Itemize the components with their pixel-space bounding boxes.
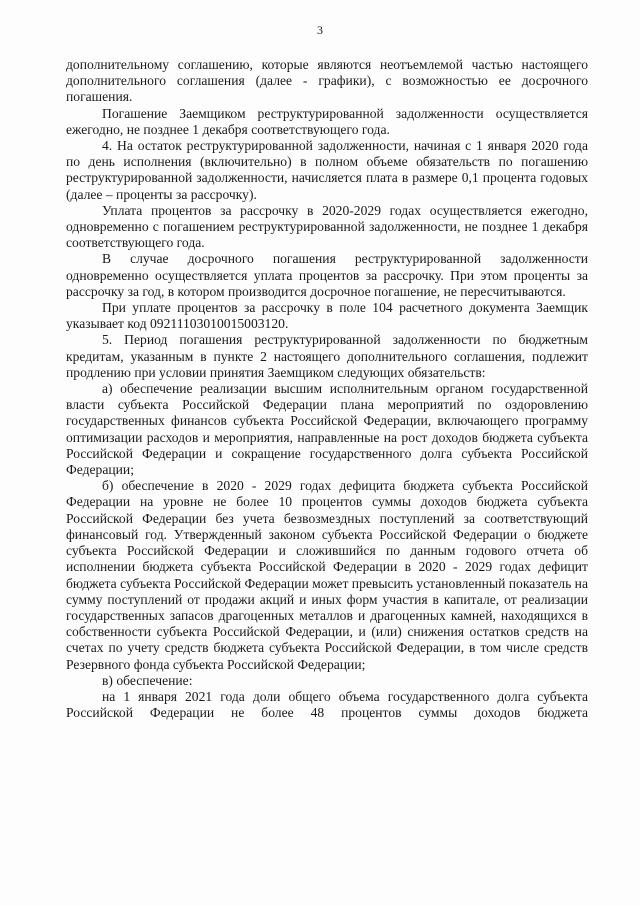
paragraph-item-a: а) обеспечение реализации высшим исполнительным органом государственной власти субъекта Российской Федерации плана мероприятий по оздоровлению государственных финансов субъекта Российской Федерации, включающего программу оптимизации расходов и мероприятия, направленные на рост доходов бюджета субъекта Российской Федерации и сокращение государственного долга субъекта Российской Федерации; — [66, 381, 588, 478]
paragraph-payment-code: При уплате процентов за рассрочку в поле 104 расчетного документа Заемщик указывает код 09211103010015003120. — [66, 300, 588, 332]
paragraph-clause-5: 5. Период погашения реструктурированной задолженности по бюджетным кредитам, указанным в пункте 2 настоящего дополнительного соглашения, подлежит продлению при условии принятия Заемщиком следующих обязательств: — [66, 332, 588, 380]
paragraph-item-b: б) обеспечение в 2020 - 2029 годах дефицита бюджета субъекта Российской Федерации на уровне не более 10 процентов суммы доходов бюджета субъекта Российской Федерации без учета безвозмездных поступлений за соответствующий финансовый год. Утвержденный законом субъекта Российской Федерации о бюджете субъекта Российской Федерации и сложившийся по данным годового отчета об исполнении бюджета субъекта Российской Федерации в 2020 - 2029 годах дефицит бюджета субъекта Российской Федерации может превысить установленный показатель на сумму поступлений от продажи акций и иных форм участия в капитале, от реализации государственных запасов драгоценных металлов и драгоценных камней, находящихся в собственности субъекта Российской Федерации, и (или) снижения остатков средств на счетах по учету средств бюджета субъекта Российской Федерации, в том числе средств Резервного фонда субъекта Российской Федерации; — [66, 478, 588, 672]
paragraph-item-v: в) обеспечение: — [102, 672, 193, 688]
paragraph-interest-payment: Уплата процентов за рассрочку в 2020-2029 годах осуществляется ежегодно, одновременно с погашением реструктурированной задолженности, не позднее 1 декабря соответствующего года. — [66, 202, 588, 251]
paragraph-clause-4: 4. На остаток реструктурированной задолженности, начиная с 1 января 2020 года по день исполнения (включительно) в полном объеме обязательств по погашению реструктурированной задолженности, начисляется плата в размере 0,1 процента годовых (далее – проценты за рассрочку). — [66, 138, 588, 202]
document-body — [66, 57, 588, 721]
paragraph-repayment-schedule: Погашение Заемщиком реструктурированной задолженности осуществляется ежегодно, не позднее 1 декабря соответствующего года. — [66, 105, 588, 137]
paragraph-early-repayment: В случае досрочного погашения реструктурированной задолженности одновременно осуществляется уплата процентов за рассрочку. При этом проценты за рассрочку за год, в котором производится досрочное погашение, не пересчитываются. — [66, 251, 588, 299]
paragraph-debt-share: на 1 января 2021 года доли общего объема государственного долга субъекта Российской Федерации не более 48 процентов суммы доходов бюджета — [66, 688, 588, 721]
page-number: 3 — [317, 23, 323, 37]
paragraph-continuation: дополнительному соглашению, которые являются неотъемлемой частью настоящего дополнительного соглашения (далее - графики), с возможностью ее досрочного погашения. — [66, 57, 588, 105]
